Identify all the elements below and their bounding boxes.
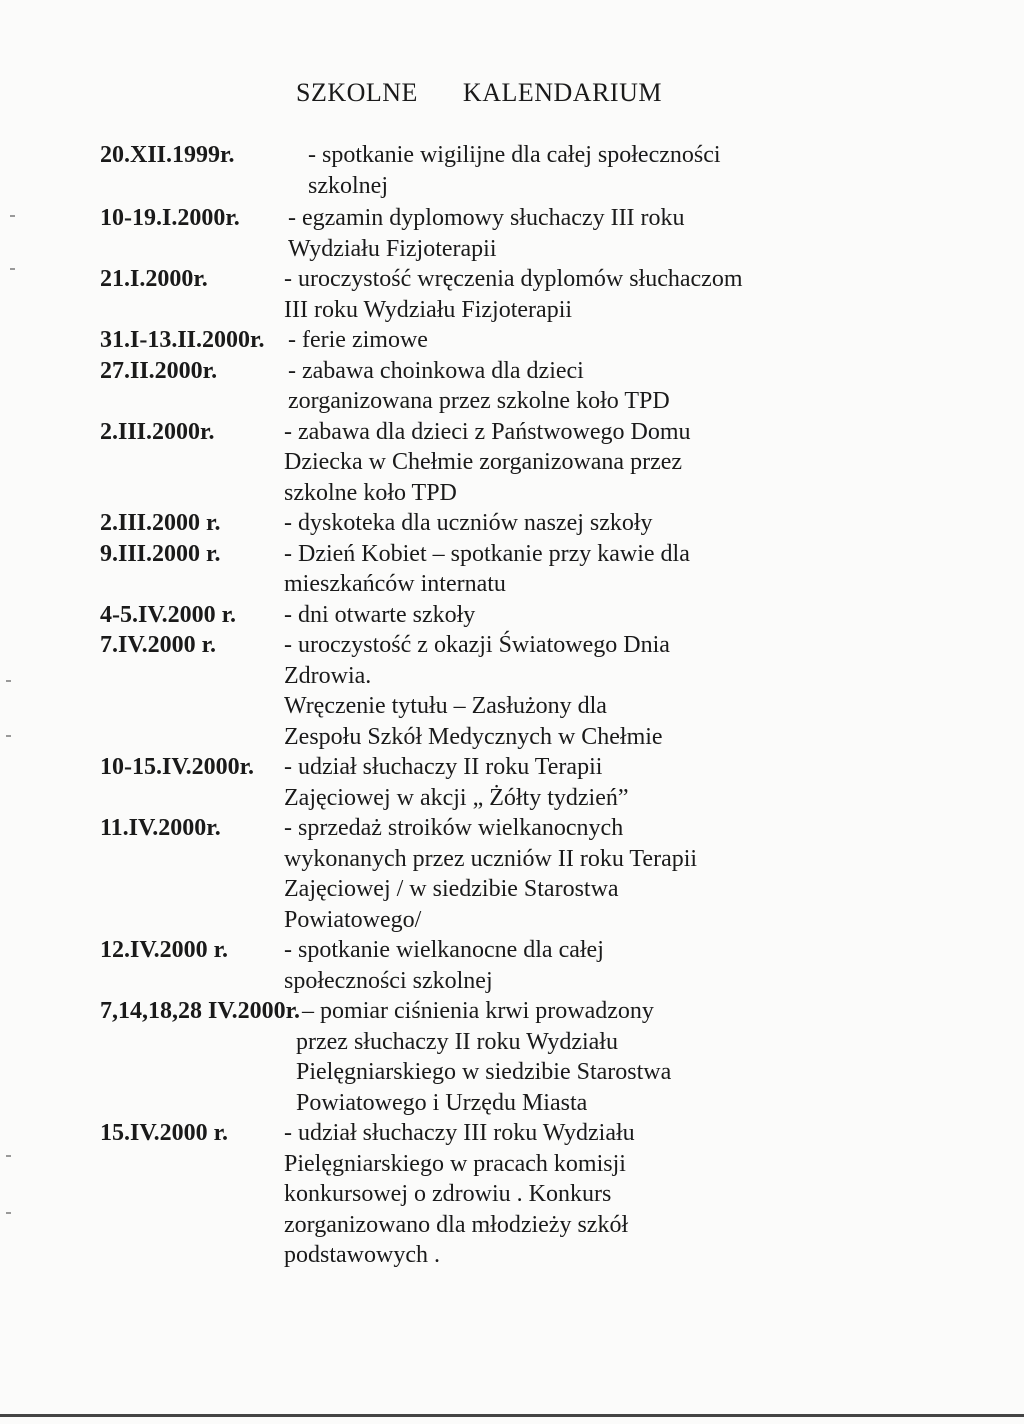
entry-date: 9.III.2000 r. bbox=[100, 540, 221, 567]
calendar-entry bbox=[100, 203, 820, 264]
calendar-entry bbox=[100, 140, 820, 201]
entry-date: 10-15.IV.2000r. bbox=[100, 754, 255, 780]
entry-description-line: zorganizowano dla młodzieży szkół bbox=[284, 1211, 629, 1238]
entry-date: 31.I-13.II.2000r. bbox=[100, 327, 265, 353]
entry-description-line: Dziecka w Chełmie zorganizowana przez bbox=[284, 449, 683, 475]
calendar-entry bbox=[100, 935, 820, 996]
entry-description-line: Powiatowego i Urzędu Miasta bbox=[296, 1089, 588, 1116]
entry-date: 7,14,18,28 IV.2000r. bbox=[100, 998, 301, 1024]
calendar-entries bbox=[100, 140, 820, 1271]
entry-date: 10-19.I.2000r. bbox=[100, 205, 240, 231]
entry-description-line: Wydziału Fizjoterapii bbox=[288, 235, 497, 262]
entry-date: 7.IV.2000 r. bbox=[100, 632, 217, 658]
entry-description-line: przez słuchaczy II roku Wydziału bbox=[296, 1028, 618, 1055]
entry-date: 20.XII.1999r. bbox=[100, 142, 235, 168]
scan-edge-line bbox=[0, 1414, 1024, 1417]
page-title: SZKOLNE KALENDARIUM bbox=[296, 78, 662, 107]
scan-speck bbox=[10, 215, 15, 217]
entry-description-line: Pielęgniarskiego w siedzibie Starostwa bbox=[296, 1059, 672, 1085]
entry-description-line: - spotkanie wielkanocne dla całej bbox=[284, 937, 604, 963]
entry-description-line: szkolne koło TPD bbox=[284, 479, 457, 506]
entry-description-line: – pomiar ciśnienia krwi prowadzony bbox=[302, 998, 654, 1024]
entry-description-line: społeczności szkolnej bbox=[284, 967, 493, 994]
scan-speck bbox=[6, 1155, 11, 1157]
entry-description-line: - zabawa dla dzieci z Państwowego Domu bbox=[284, 418, 691, 445]
entry-date: 21.I.2000r. bbox=[100, 266, 208, 292]
entry-description-line: - ferie zimowe bbox=[288, 327, 428, 353]
entry-description-line: - sprzedaż stroików wielkanocnych bbox=[284, 815, 624, 841]
calendar-entry bbox=[100, 752, 820, 813]
entry-description-line: - udział słuchaczy II roku Terapii bbox=[284, 754, 603, 780]
calendar-entry bbox=[100, 356, 820, 417]
entry-description-line: - egzamin dyplomowy słuchaczy III roku bbox=[288, 205, 685, 231]
entry-date: 12.IV.2000 r. bbox=[100, 937, 229, 963]
calendar-entry bbox=[100, 813, 820, 935]
entry-description-line: - dyskoteka dla uczniów naszej szkoły bbox=[284, 510, 653, 536]
entry-description-line: - spotkanie wigilijne dla całej społeczności bbox=[308, 142, 721, 168]
entry-description-line: III roku Wydziału Fizjoterapii bbox=[284, 296, 573, 323]
entry-description-line: Pielęgniarskiego w pracach komisji bbox=[284, 1150, 626, 1177]
entry-description-line: Wręczenie tytułu – Zasłużony dla bbox=[284, 693, 607, 719]
calendar-entry bbox=[100, 539, 820, 600]
entry-description-line: mieszkańców internatu bbox=[284, 571, 506, 597]
entry-date: 11.IV.2000r. bbox=[100, 815, 221, 841]
entry-description-line: Zajęciowej / w siedzibie Starostwa bbox=[284, 876, 619, 902]
scan-speck bbox=[6, 735, 11, 737]
entry-description-line: - uroczystość z okazji Światowego Dnia bbox=[284, 632, 670, 658]
entry-description bbox=[100, 264, 820, 325]
entry-description-line: Powiatowego/ bbox=[284, 906, 422, 933]
entry-date: 4-5.IV.2000 r. bbox=[100, 601, 237, 628]
calendar-entry bbox=[100, 996, 820, 1118]
scan-speck bbox=[6, 680, 11, 682]
scan-speck bbox=[10, 268, 15, 270]
calendar-entry bbox=[100, 325, 820, 356]
entry-description-line: konkursowej o zdrowiu . Konkurs bbox=[284, 1181, 612, 1207]
entry-date: 27.II.2000r. bbox=[100, 357, 218, 384]
entry-date: 15.IV.2000 r. bbox=[100, 1120, 229, 1146]
entry-description-line: - dni otwarte szkoły bbox=[284, 601, 476, 628]
entry-description-line: Zdrowia. bbox=[284, 662, 372, 689]
calendar-entry bbox=[100, 1118, 820, 1271]
calendar-entry bbox=[100, 600, 820, 631]
entry-description-line: - udział słuchaczy III roku Wydziału bbox=[284, 1120, 635, 1146]
entry-description-line: wykonanych przez uczniów II roku Terapii bbox=[284, 845, 698, 872]
calendar-entry bbox=[100, 630, 820, 752]
entry-date: 2.III.2000 r. bbox=[100, 510, 221, 536]
calendar-entry bbox=[100, 417, 820, 509]
entry-description-line: - zabawa choinkowa dla dzieci bbox=[288, 357, 584, 384]
entry-description-line: - uroczystość wręczenia dyplomów słuchaczom bbox=[284, 266, 743, 292]
entry-description-line: - Dzień Kobiet – spotkanie przy kawie dla bbox=[284, 540, 690, 567]
entry-description-line: Zespołu Szkół Medycznych w Chełmie bbox=[284, 723, 663, 750]
calendar-entry bbox=[100, 508, 820, 539]
calendar-entry bbox=[100, 264, 820, 325]
entry-description-line: podstawowych . bbox=[284, 1242, 440, 1268]
entry-description-line: szkolnej bbox=[308, 172, 388, 199]
entry-date: 2.III.2000r. bbox=[100, 418, 215, 445]
scan-speck bbox=[6, 1212, 11, 1214]
entry-description-line: zorganizowana przez szkolne koło TPD bbox=[288, 388, 670, 414]
entry-description-line: Zajęciowej w akcji „ Żółty tydzień” bbox=[284, 784, 629, 811]
